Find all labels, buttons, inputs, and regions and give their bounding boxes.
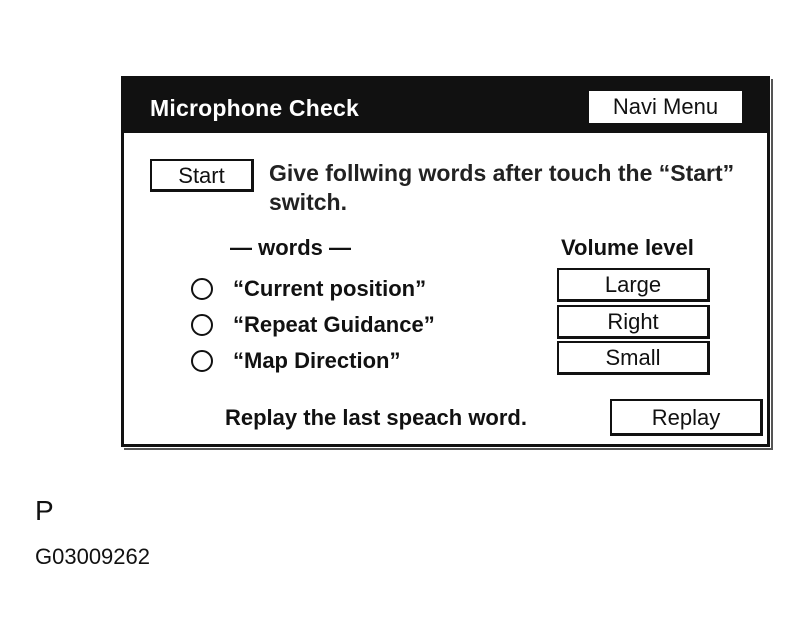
- radio-button[interactable]: [191, 278, 213, 300]
- start-button[interactable]: Start: [150, 159, 254, 192]
- radio-button[interactable]: [191, 350, 213, 372]
- title-bar: [124, 79, 767, 133]
- word-label: “Current position”: [233, 276, 427, 301]
- volume-small-button[interactable]: Small: [557, 341, 710, 375]
- replay-description: Replay the last speach word.: [225, 405, 527, 430]
- replay-button[interactable]: Replay: [610, 399, 763, 436]
- radio-button[interactable]: [191, 314, 213, 336]
- volume-right-button[interactable]: Right: [557, 305, 710, 339]
- words-header: — words —: [230, 235, 352, 260]
- screen-title: Microphone Check: [150, 95, 359, 121]
- volume-large-button[interactable]: Large: [557, 268, 710, 302]
- word-label: “Repeat Guidance”: [233, 312, 435, 337]
- figure-letter-label: P: [35, 495, 54, 526]
- navi-menu-button[interactable]: Navi Menu: [587, 89, 744, 125]
- instruction-text: Give follwing words after touch the “Start” switch.: [269, 160, 735, 215]
- volume-level-header: Volume level: [561, 235, 694, 260]
- microphone-check-screen: [121, 76, 770, 447]
- figure-code: G03009262: [35, 544, 150, 569]
- word-label: “Map Direction”: [233, 348, 401, 373]
